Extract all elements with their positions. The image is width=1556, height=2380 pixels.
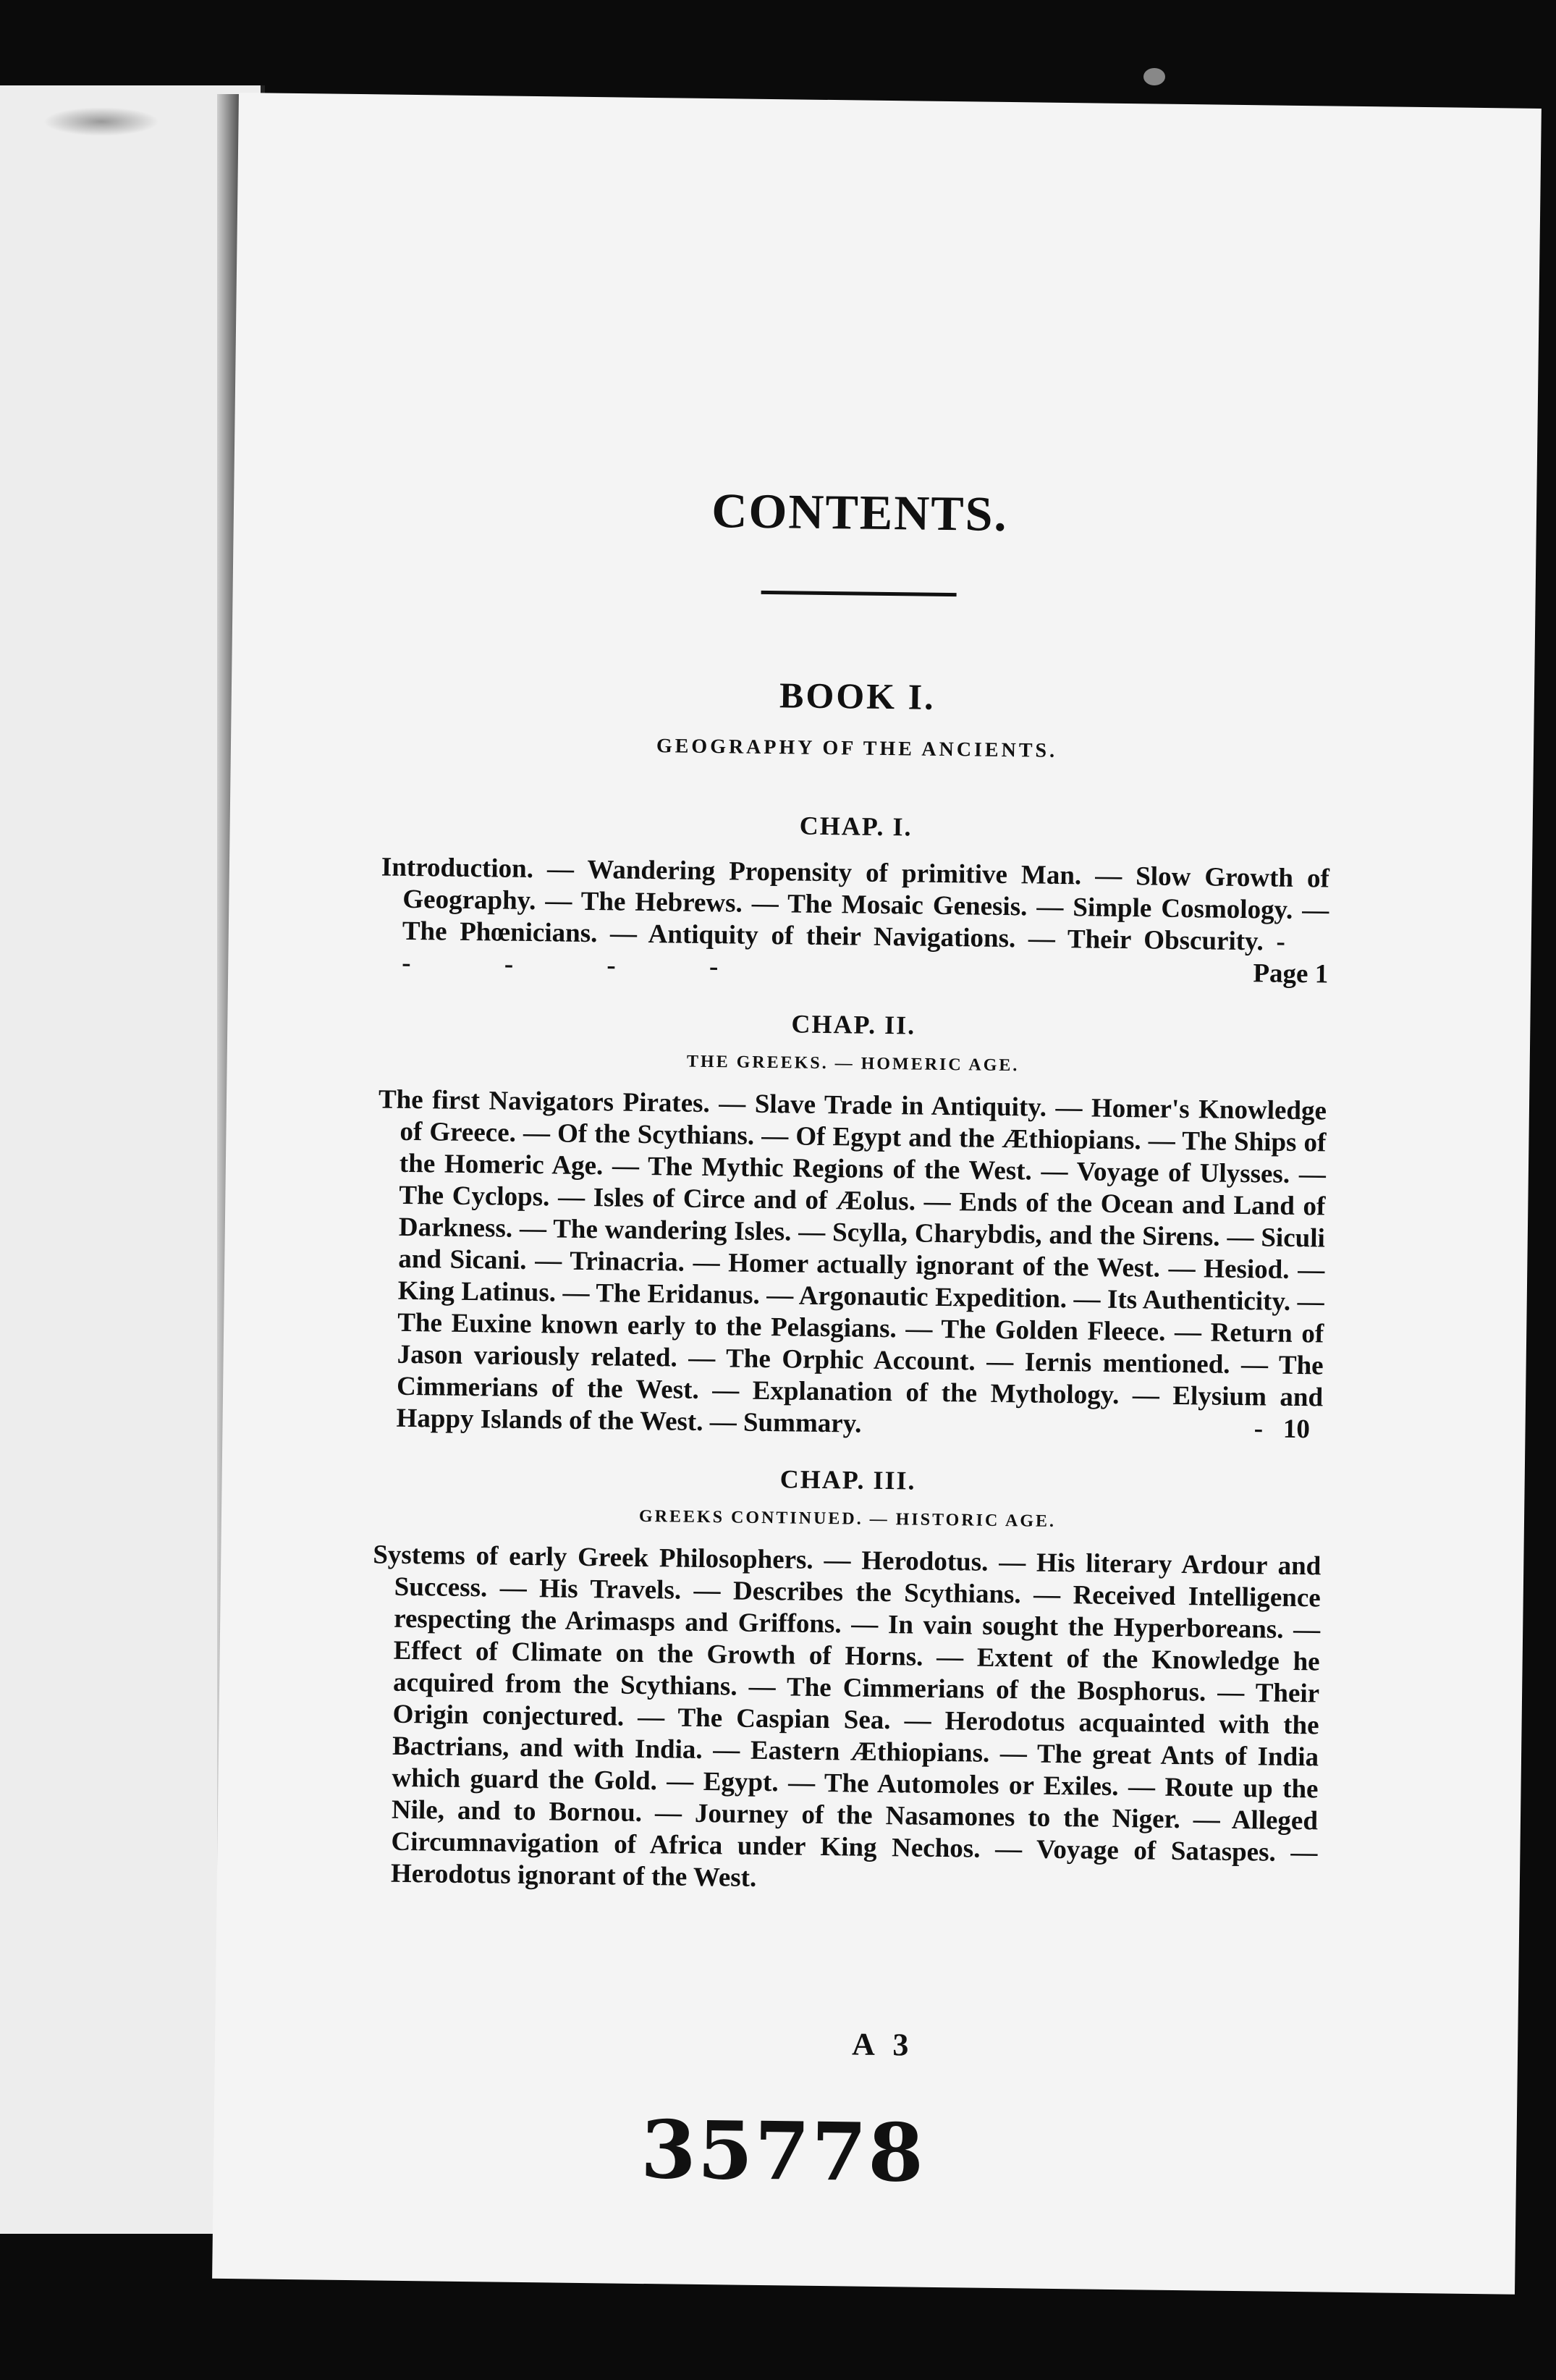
contents-page (212, 93, 1542, 2295)
chapter-2-leader: - (1253, 1414, 1264, 1444)
chapter-2-heading: CHAP. II. (791, 1009, 916, 1040)
book-heading: BOOK I. (779, 675, 936, 717)
chapter-1-summary (380, 851, 1329, 990)
dust-speck (1143, 68, 1165, 85)
book-subtitle: GEOGRAPHY OF THE ANCIENTS. (656, 735, 1058, 762)
chapter-2-subtitle: THE GREEKS. — HOMERIC AGE. (686, 1052, 1020, 1076)
chapter-1-heading: CHAP. I. (799, 811, 913, 842)
chapter-2-page-number: 10 (1282, 1414, 1311, 1445)
chapter-3-summary (369, 1539, 1322, 1901)
accession-number: 35778 (640, 2103, 926, 2200)
chapter-1-leader: - - - - - (402, 927, 1329, 982)
signature-mark: A 3 (851, 2026, 915, 2063)
chapter-3-heading: CHAP. III. (779, 1464, 916, 1495)
chapter-2-text: The first Navigators Pirates. — Slave Trade in Antiquity. — Homer's Knowledge of Greece. — Of the Scythians. — Of Egypt and the Æthiopians. — The Ships of the Homeric Age. — The Mythic Regions of the West. — Voyage of Ulysses. — The Cyclops. — Isles of Circe and of Æolus. — Ends of the Ocean and Land of Darkness. — The wandering Isles. — Scylla, Charybdis, and the Sirens. — Siculi and Sicani. — Trinacria. — Homer actually ignorant of the West. — Hesiod. — King Latinus. — The Eridanus. — Argonautic Expedition. — Its Authenticity. — The Euxine known early to the Pelasgians. — The Golden Fleece. — Return of Jason variously related. — The Orphic Account. — Iernis mentioned. — The Cimmerians of the West. — Explanation of the Mythology. — Elysium and Happy Islands of the West. — Summary. (378, 1084, 1327, 1439)
page-stain (43, 107, 159, 136)
chapter-2-page (1253, 1414, 1323, 1446)
chapter-1-page: Page 1 (1253, 958, 1329, 989)
chapter-1-text: Introduction. — Wandering Propensity of primitive Man. — Slow Growth of Geography. — The Hebrews. — The Mosaic Genesis. — Simple Cosmology. — The Phœnicians. — Antiquity of their Navigations. — Their Obscurity. (381, 852, 1330, 957)
page-title: CONTENTS. (711, 483, 1008, 542)
chapter-3-text: Systems of early Greek Philosophers. — Herodotus. — His literary Ardour and Success. — His Travels. — Describes the Scythians. — Received Intelligence respecting the Arimasps and Griffons. — In vain sought the Hyperboreans. — Effect of Climate on the Growth of Horns. — Extent of the Knowledge he acquired from the Scythians. — The Cimmerians of the Bosphorus. — Their Origin conjectured. — The Caspian Sea. — Herodotus acquainted with the Bactrians, and with India. — Eastern Æthiopians. — The great Ants of India which guard the Gold. — Egypt. — The Automoles or Exiles. — Route up the Nile, and to Bornou. — Journey of the Nasamones to the Niger. — Alleged Circumnavigation of Africa under King Nechos. — Voyage of Sataspes. — Herodotus ignorant of the West. (373, 1540, 1322, 1893)
chapter-3-subtitle: GREEKS CONTINUED. — HISTORIC AGE. (638, 1506, 1057, 1531)
contents-body (369, 478, 1335, 1902)
title-rule (761, 591, 957, 596)
chapter-2-summary (374, 1084, 1327, 1446)
